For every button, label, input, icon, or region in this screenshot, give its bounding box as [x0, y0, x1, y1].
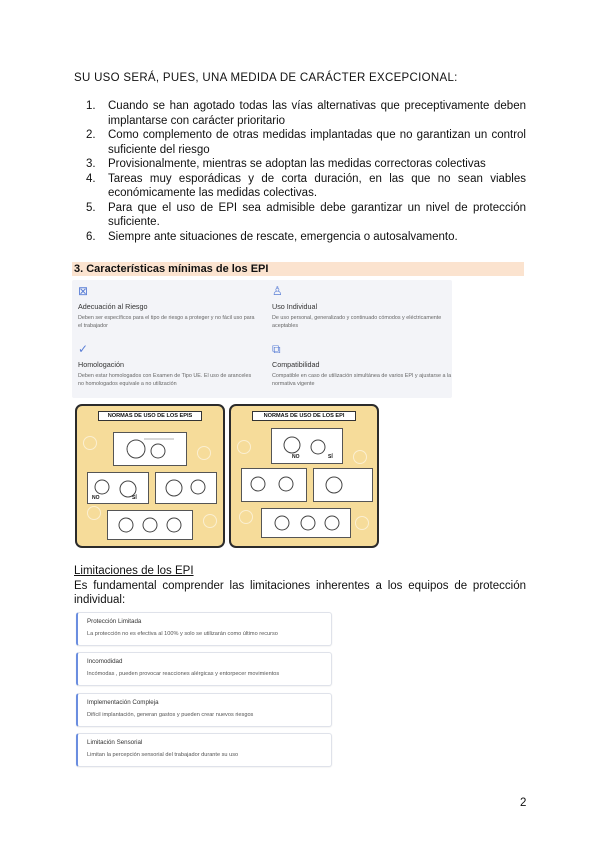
limitation-title: Protección Limitada	[87, 618, 142, 625]
limitation-card	[76, 612, 332, 646]
illustration-icon	[156, 473, 216, 503]
limitation-card	[76, 733, 332, 767]
list-item: 4. Tareas muy esporádicas y de corta duración, en las que no sean viables económicamente las medidas colectivas.	[86, 172, 526, 199]
feature-card	[272, 284, 452, 330]
limitation-desc: La protección no es efectiva al 100% y solo se utilizarán como último recurso	[87, 631, 278, 637]
poster-panel	[261, 508, 351, 538]
feature-card	[78, 284, 258, 330]
feature-desc: Deben estar homologados con Examen de Tipo UE. El uso de aranceles no homologados equivale a no utilización	[78, 373, 252, 387]
limitation-title: Incomodidad	[87, 658, 123, 665]
illustration-icon	[242, 469, 306, 501]
limitation-title: Limitación Sensorial	[87, 739, 143, 746]
chart-icon: ⧉	[272, 342, 281, 356]
limitation-desc: Difícil implantación, generan gastos y pueden crear nuevos riesgos	[87, 712, 254, 718]
poster-image	[75, 404, 225, 548]
watermark-icon	[197, 446, 211, 460]
list-item: 3. Provisionalmente, mientras se adoptan las medidas correctoras colectivas	[86, 158, 486, 170]
illustration-icon	[114, 433, 186, 465]
illustration-icon	[108, 511, 192, 539]
poster-title: NORMAS DE USO DE LOS EPIS	[98, 411, 202, 421]
watermark-icon	[355, 516, 369, 530]
section-title: 3. Características mínimas de los EPI	[72, 262, 524, 276]
poster-panel	[155, 472, 217, 504]
watermark-icon	[353, 450, 367, 464]
feature-desc: Compatible en caso de utilización simultánea de varios EPI y ajustarse a la normativa vigente	[272, 373, 452, 387]
feature-desc: De uso personal, generalizado y continuado cómodos y eléctricamente aceptables	[272, 315, 442, 329]
illustration-icon	[314, 469, 372, 501]
poster-panel	[113, 432, 187, 466]
watermark-icon	[237, 440, 251, 454]
check-icon: ✓	[78, 342, 89, 356]
limitation-title: Implementación Compleja	[87, 699, 159, 706]
limitations-intro: Es fundamental comprender las limitaciones inherentes a los equipos de protección individual:	[74, 580, 526, 606]
poster-panel	[107, 510, 193, 540]
limitation-desc: Limitan la percepción sensorial del trabajador durante su uso	[87, 752, 239, 758]
list-item: 1. Cuando se han agotado todas las vías alternativas que preceptivamente deben implantarse con carácter prioritario	[86, 100, 526, 127]
poster-panel	[313, 468, 373, 502]
target-icon: ⊠	[78, 284, 89, 298]
limitation-card	[76, 693, 332, 727]
list-item: 2. Como complemento de otras medidas implantadas que no garantizan un control suficiente del riesgo	[86, 129, 526, 156]
intro-heading: SU USO SERÁ, PUES, UNA MEDIDA DE CARÁCTER EXCEPCIONAL:	[74, 72, 458, 84]
feature-title: Adecuación al Riesgo	[78, 302, 148, 311]
poster-panel: NO SÍ	[87, 472, 149, 504]
poster-panel	[241, 468, 307, 502]
feature-card	[272, 342, 452, 388]
features-panel	[72, 280, 452, 398]
feature-title: Uso Individual	[272, 302, 318, 311]
watermark-icon	[239, 510, 253, 524]
feature-desc: Deben ser específicos para el tipo de riesgo a proteger y no fácil uso para el trabajador	[78, 315, 255, 329]
poster-title: NORMAS DE USO DE LOS EPI	[252, 411, 356, 421]
watermark-icon	[203, 514, 217, 528]
illustration-icon	[262, 509, 350, 537]
limitations-heading: Limitaciones de los EPI	[74, 565, 194, 577]
list-item: 5. Para que el uso de EPI sea admisible debe garantizar un nivel de protección suficiente.	[86, 201, 526, 228]
list-item: 6. Siempre ante situaciones de rescate, emergencia o autosalvamento.	[86, 230, 458, 243]
feature-card	[78, 342, 258, 388]
feature-title: Compatibilidad	[272, 360, 320, 369]
feature-title: Homologación	[78, 360, 124, 369]
poster-image	[229, 404, 379, 548]
user-icon: ♙	[272, 284, 283, 298]
reasons-list	[86, 99, 526, 244]
watermark-icon	[83, 436, 97, 450]
page-number: 2	[520, 797, 527, 809]
watermark-icon	[87, 506, 101, 520]
limitation-desc: Incómodas , pueden provocar reacciones alérgicas y entorpecer movimientos	[87, 671, 280, 677]
limitation-card	[76, 652, 332, 686]
poster-panel: NO SÍ	[271, 428, 343, 464]
